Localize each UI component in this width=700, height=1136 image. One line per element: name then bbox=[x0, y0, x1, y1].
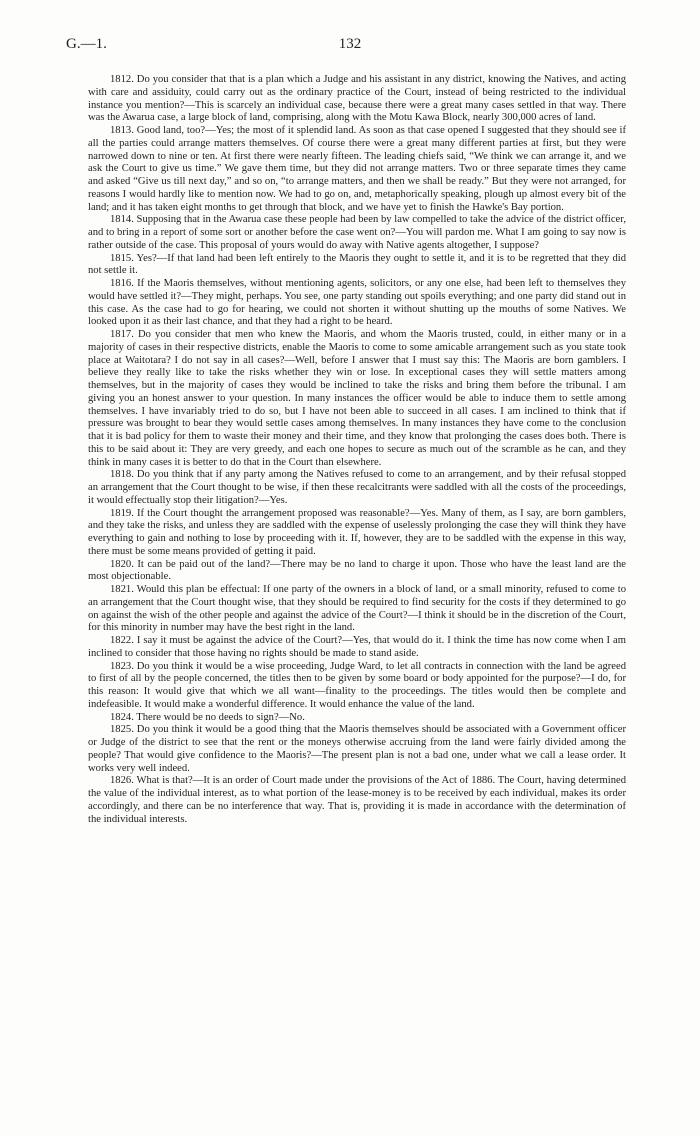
paragraph-1821: 1821. Would this plan be effectual: If one party of the owners in a block of land, or a small minority, refused to come to an arrangement that the Court thought wise, that they should be required to find security for the costs if they determined to go on against the wish of the other people and against the advice of the Court?—I think it should be in the discretion of the Court, for this minority in number may have the best right in the land. bbox=[88, 584, 626, 634]
paragraph-1826: 1826. What is that?—It is an order of Court made under the provisions of the Act of 1886. The Court, having determined the value of the individual interest, as to what portion of the lease-money is to be received by each individual, makes its order accordingly, and there can be no interference that way. That is, providing it is made in accordance with the determination of the individual interests. bbox=[88, 775, 626, 825]
paragraph-1814: 1814. Supposing that in the Awarua case these people had been by law compelled to take the advice of the district officer, and to bring in a report of some sort or another before the case went on?—You will pardon me. What I am going to say now is rather outside of the case. This proposal of yours would do away with Native agents altogether, I suppose? bbox=[88, 214, 626, 251]
paragraph-1817: 1817. Do you consider that men who knew the Maoris, and whom the Maoris trusted, could, in either many or in a majority of cases in their respective districts, enable the Maoris to come to some amicable arrangement such as you state took place at Waitotara? I do not say in all cases?—Well, before I answer that I must say this: The Maoris are born gamblers. I believe they really like to take the risks whether they win or lose. In exceptional cases they will settle matters among themselves, but in the majority of cases they would be inclined to take the risks and bring them before the tribunal. I am giving you an honest answer to your question. In many instances the officer would be able to induce them to settle among themselves. I have invariably tried to do so, but I have not been able to succeed in all cases. I am inclined to think that if pressure was brought to bear they would settle cases among themselves. In many instances they have come to the conclusion that it is bad policy for them to waste their money and their time, and they know that prolonging the cases does both. There is this to be said about it: They are very greedy, and each one hopes to secure as much out of the scramble as he can, and they think in many cases it is better to do that in the Court than elsewhere. bbox=[88, 329, 626, 468]
page-number: 132 bbox=[338, 36, 362, 52]
paragraph-1819: 1819. If the Court thought the arrangement proposed was reasonable?—Yes. Many of them, as I say, are born gamblers, and they take the risks, and unless they are saddled with the expense of uselessly prolonging the case they will think they have everything to gain and nothing to lose by proceeding with it. If, however, they are to be saddled with the expense in this way, there must be some means provided of getting it paid. bbox=[88, 507, 626, 557]
paragraph-1823: 1823. Do you think it would be a wise proceeding, Judge Ward, to let all contracts in connection with the land be agreed to first of all by the people concerned, the titles then to be given by some board or body appointed for the purpose?—I do, for this reason: It would give that which we all want—finality to the proceedings. The titles would then be complete and indefeasible. It would make a wonderful difference. It would enhance the value of the land. bbox=[88, 660, 626, 710]
evidence-text bbox=[88, 74, 626, 826]
paragraph-1813: 1813. Good land, too?—Yes; the most of it splendid land. As soon as that case opened I suggested that they should see if all the parties could arrange matters themselves. Of course there were a great many different parties at first, but they were narrowed down to nine or ten. At first there were nearly fifteen. The leading chiefs said, “We think we can arrange it, and we ask the Court to give us time.” We gave them time, but they did not arrange matters. Two or three separate times they came and asked “Give us till next day,” and so on, “to arrange matters, and then we shall be ready.” But they were not arranged, for reasons I would hardly like to mention now. We had to go on, and, metaphorically speaking, plough up almost every bit of the land; and it has taken eight months to get through that block, and we have yet to finish the Hawke's Bay portion. bbox=[88, 125, 626, 213]
page-header bbox=[66, 36, 634, 58]
paragraph-1822: 1822. I say it must be against the advice of the Court?—Yes, that would do it. I think the time has now come when I am inclined to consider that those having no rights should be made to stand aside. bbox=[88, 635, 626, 659]
paragraph-1824: 1824. There would be no deeds to sign?—No. bbox=[110, 711, 305, 723]
paragraph-1820: 1820. It can be paid out of the land?—There may be no land to charge it upon. Those who have the least land are the most objectionable. bbox=[88, 558, 626, 583]
paragraph-1816: 1816. If the Maoris themselves, without mentioning agents, solicitors, or any one else, had been left to themselves they would have settled it?—They might, perhaps. You see, one party standing out spoils everything; and one party did stand out in this case. As the case had to go for hearing, we could not shorten it without shutting up the mouths of some Natives. We looked upon it as their last chance, and that they had a right to be heard. bbox=[88, 278, 626, 328]
paragraph-1815: 1815. Yes?—If that land had been left entirely to the Maoris they ought to settle it, and it is to be regretted that they did not settle it. bbox=[88, 252, 626, 277]
paragraph-1818: 1818. Do you think that if any party among the Natives refused to come to an arrangement, and by their refusal stopped an arrangement that the Court thought to be wise, if then these recalcitrants were saddled with all the costs of the proceedings, it would effectually stop their litigation?—Yes. bbox=[88, 469, 626, 506]
paragraph-1825: 1825. Do you think it would be a good thing that the Maoris themselves should be associated with a Government officer or Judge of the district to see that the rent or the moneys otherwise accruing from the land were fairly divided among the people? That would give confidence to the Maoris?—The present plan is not a bad one, under what we call a lease order. It works very well indeed. bbox=[88, 724, 626, 774]
paragraph-1812: 1812. Do you consider that that is a plan which a Judge and his assistant in any district, knowing the Natives, and acting with care and assiduity, could carry out as the ordinary practice of the Court, instead of being restricted to the individual instance you mention?—This is scarcely an individual case, because there were a great many cases settled in that way. There was the Awarua case, a large block of land, comprising, along with the Motu Kawa Block, nearly 300,000 acres of land. bbox=[88, 74, 626, 124]
document-reference: G.—1. bbox=[66, 36, 107, 52]
